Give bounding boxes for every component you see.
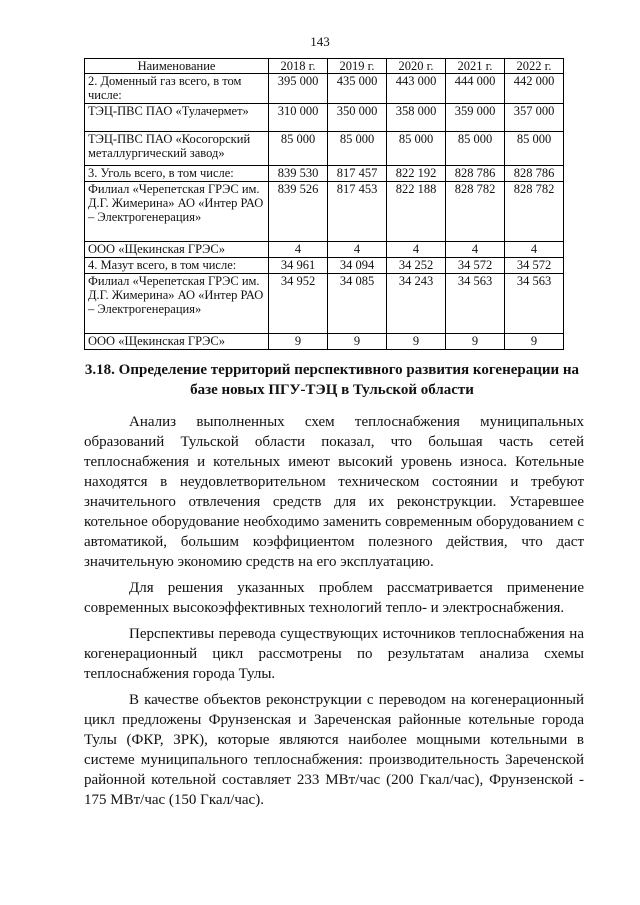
value-cell: 4 xyxy=(387,242,446,258)
value-cell: 828 786 xyxy=(505,166,564,182)
value-cell: 9 xyxy=(505,334,564,350)
value-cell: 357 000 xyxy=(505,104,564,132)
value-cell: 817 457 xyxy=(328,166,387,182)
value-cell: 34 572 xyxy=(446,258,505,274)
paragraph: В качестве объектов реконструкции с переводом на когенерационный цикл предложены Фрунзенская и Зареченская районные котельные города Тулы (ФКР, ЗРК), которые являются наиболее мощными котельными в системе муниципального теплоснабжения: производительность Зареченской районной котельной составляет 233 МВт/час (200 Гкал/час), Фрунзенской - 175 МВт/час (150 Гкал/час). xyxy=(84,692,584,808)
value-cell: 817 453 xyxy=(328,182,387,242)
row-name-cell: 4. Мазут всего, в том числе: xyxy=(85,258,269,274)
value-cell: 34 563 xyxy=(505,274,564,334)
value-cell: 443 000 xyxy=(387,74,446,104)
value-cell: 85 000 xyxy=(269,132,328,166)
header-2019: 2019 г. xyxy=(328,59,387,74)
value-cell: 34 961 xyxy=(269,258,328,274)
value-cell: 435 000 xyxy=(328,74,387,104)
table-row xyxy=(85,258,564,274)
value-cell: 822 192 xyxy=(387,166,446,182)
value-cell: 358 000 xyxy=(387,104,446,132)
table-row xyxy=(85,334,564,350)
value-cell: 310 000 xyxy=(269,104,328,132)
value-cell: 350 000 xyxy=(328,104,387,132)
fuel-table xyxy=(84,58,564,350)
value-cell: 4 xyxy=(505,242,564,258)
value-cell: 9 xyxy=(446,334,505,350)
value-cell: 34 563 xyxy=(446,274,505,334)
value-cell: 359 000 xyxy=(446,104,505,132)
paragraph: Анализ выполненных схем теплоснабжения муниципальных образований Тульской области показал, что большая часть сетей теплоснабжения и котельных имеют высокий уровень износа. Котельные находятся в неудовлетворительном техническом состоянии и требуют значительного отвлечения средств для их реконструкции. Устаревшее котельное оборудование необходимо заменить современным оборудованием с автоматикой, большим коэффициентом полезного действия, что даст значительную экономию средств на его эксплуатацию. xyxy=(84,414,584,570)
value-cell: 9 xyxy=(387,334,446,350)
row-name-cell: ТЭЦ-ПВС ПАО «Тулачермет» xyxy=(85,104,269,132)
value-cell: 34 243 xyxy=(387,274,446,334)
table-row xyxy=(85,104,564,132)
table-row xyxy=(85,166,564,182)
value-cell: 34 094 xyxy=(328,258,387,274)
value-cell: 85 000 xyxy=(328,132,387,166)
value-cell: 85 000 xyxy=(387,132,446,166)
value-cell: 839 530 xyxy=(269,166,328,182)
row-name-cell: ТЭЦ-ПВС ПАО «Косогорский металлургический завод» xyxy=(85,132,269,166)
value-cell: 85 000 xyxy=(505,132,564,166)
table-row xyxy=(85,132,564,166)
value-cell: 395 000 xyxy=(269,74,328,104)
header-2018: 2018 г. xyxy=(269,59,328,74)
paragraph: Перспективы перевода существующих источников теплоснабжения на когенерационный цикл рассмотрены по результатам анализа схемы теплоснабжения города Тулы. xyxy=(84,626,584,682)
value-cell: 9 xyxy=(269,334,328,350)
header-2020: 2020 г. xyxy=(387,59,446,74)
section-heading: 3.18. Определение территорий перспективного развития когенерации на базе новых ПГУ-ТЭЦ в Тульской области xyxy=(84,362,580,398)
table-row xyxy=(85,274,564,334)
value-cell: 34 952 xyxy=(269,274,328,334)
row-name-cell: Филиал «Черепетская ГРЭС им. Д.Г. Жимерина» АО «Интер РАО – Электрогенерация» xyxy=(85,182,269,242)
table-row xyxy=(85,242,564,258)
row-name-cell: 2. Доменный газ всего, в том числе: xyxy=(85,74,269,104)
body-text xyxy=(84,412,584,816)
value-cell: 34 252 xyxy=(387,258,446,274)
table-row xyxy=(85,182,564,242)
value-cell: 839 526 xyxy=(269,182,328,242)
value-cell: 828 782 xyxy=(505,182,564,242)
row-name-cell: ООО «Щекинская ГРЭС» xyxy=(85,242,269,258)
value-cell: 9 xyxy=(328,334,387,350)
value-cell: 34 085 xyxy=(328,274,387,334)
value-cell: 4 xyxy=(446,242,505,258)
value-cell: 444 000 xyxy=(446,74,505,104)
header-2021: 2021 г. xyxy=(446,59,505,74)
header-2022: 2022 г. xyxy=(505,59,564,74)
row-name-cell: ООО «Щекинская ГРЭС» xyxy=(85,334,269,350)
header-name: Наименование xyxy=(85,59,269,74)
table-header-row xyxy=(85,59,564,74)
table-row xyxy=(85,74,564,104)
value-cell: 822 188 xyxy=(387,182,446,242)
value-cell: 828 786 xyxy=(446,166,505,182)
value-cell: 34 572 xyxy=(505,258,564,274)
value-cell: 4 xyxy=(328,242,387,258)
value-cell: 828 782 xyxy=(446,182,505,242)
value-cell: 442 000 xyxy=(505,74,564,104)
value-cell: 4 xyxy=(269,242,328,258)
paragraph: Для решения указанных проблем рассматривается применение современных высокоэффективных технологий тепло- и электроснабжения. xyxy=(84,580,584,616)
value-cell: 85 000 xyxy=(446,132,505,166)
row-name-cell: Филиал «Черепетская ГРЭС им. Д.Г. Жимерина» АО «Интер РАО – Электрогенерация» xyxy=(85,274,269,334)
page-number: 143 xyxy=(310,34,330,49)
row-name-cell: 3. Уголь всего, в том числе: xyxy=(85,166,269,182)
